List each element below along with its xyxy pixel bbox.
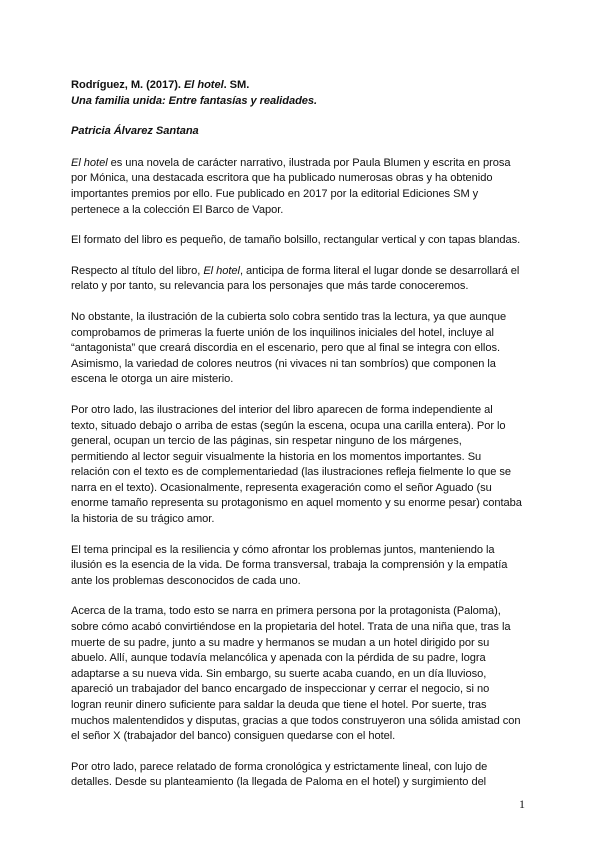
reference-book-title: El hotel <box>183 79 224 91</box>
paragraph-structure <box>71 760 533 791</box>
text-line: Por otro lado, las ilustraciones del interior del libro aparecen de forma independiente al <box>71 403 493 416</box>
text-line: escena le otorga un aire misterio. <box>71 373 234 386</box>
text-line: importantes premios por ello. Fue publicado en 2017 por la editorial Ediciones SM y <box>71 187 479 200</box>
text-line: logran reunir dinero suficiente para saldar la deuda que tiene el hotel. Por suerte, tras <box>71 699 487 711</box>
text-line: muerte de su padre, junto a su madre y hermanos se mudan a un hotel dirigido por su <box>71 636 490 649</box>
text-line: sobre cómo acabó convirtiéndose en la propietaria del hotel. Trata de una niña que, tras la <box>71 621 511 634</box>
paragraph-format <box>71 233 533 249</box>
review-body <box>71 78 533 791</box>
text-line: es una novela de carácter narrativo, ilustrada por Paula Blumen y escrita en prosa <box>107 156 511 169</box>
text-line: El tema principal es la resiliencia y cómo afrontar los problemas juntos, manteniendo la <box>71 543 495 556</box>
page-number: 1 <box>519 797 525 811</box>
paragraph-theme <box>71 543 533 590</box>
text-line: permitiendo al lector seguir visualmente la historia en los momentos importantes. Su <box>71 450 482 463</box>
reference-author-year: Rodríguez, M. (2017). <box>71 79 184 91</box>
book-title-inline: El hotel <box>203 264 240 277</box>
text-line: la historia de su trágico amor. <box>71 513 215 526</box>
text-line: narra en el texto). Ocasionalmente, representa exageración como el señor Aguado (su <box>71 481 492 494</box>
text-line: Por otro lado, parece relatado de forma cronológica y estrictamente lineal, con lujo de <box>71 760 488 773</box>
reference-publisher: . SM. <box>223 79 250 91</box>
paragraph-title <box>71 264 533 295</box>
text-line: relato y por tanto, su relevancia para los personajes que más tarde conoceremos. <box>71 280 469 293</box>
text-line: , anticipa de forma literal el lugar donde se desarrollará el <box>239 264 520 277</box>
text-line: relación con el texto es de complementariedad (las ilustraciones refleja fielmente lo que se <box>71 466 512 479</box>
review-author: Patricia Álvarez Santana <box>71 125 199 138</box>
paragraph-cover <box>71 310 533 388</box>
text-line: ilusión es la esencia de la vida. De forma transversal, trabaja la comprensión y la empatía <box>71 559 508 572</box>
text-line: por Mónica, una destacada escritora que ha publicado numerosas obras y ha obtenido <box>71 172 493 185</box>
text-line: apareció un trabajador del banco encargado de inspeccionar y cerrar el negocio, si no <box>71 683 490 696</box>
paragraph-intro <box>71 156 533 218</box>
text-line: muchos malentendidos y disputas, gracias a que todos construyeron una sólida amistad con <box>71 714 521 727</box>
text-line: ante los problemas desconocidos de cada uno. <box>71 574 301 587</box>
text-line: Acerca de la trama, todo esto se narra en primera persona por la protagonista (Paloma), <box>71 605 501 618</box>
text-line: general, ocupan un tercio de las páginas, sin respetar ninguno de los márgenes, <box>71 435 462 448</box>
text-line: comprobamos de primeras la fuerte unión de los inquilinos iniciales del hotel, incluye al <box>71 326 494 339</box>
text-line: Asimismo, la variedad de colores neutros (ni vivaces ni tan sombríos) que componen la <box>71 357 496 370</box>
text-line: abuelo. Allí, aunque todavía melancólica y apenada con la pérdida de su padre, logra <box>71 652 486 665</box>
text-line: el señor X (trabajador del banco) consiguen quedarse con el hotel. <box>71 730 396 743</box>
text-line: pertenece a la colección El Barco de Vapor. <box>71 203 284 216</box>
text-line: detalles. Desde su planteamiento (la llegada de Paloma en el hotel) y surgimiento del <box>71 776 487 789</box>
text-line: Respecto al título del libro, <box>71 264 204 277</box>
text-line: “antagonista” que creará discordia en el escenario, pero que al final se integra con ellos. <box>71 342 500 355</box>
reference-line <box>71 78 533 94</box>
review-subtitle: Una familia unida: Entre fantasías y realidades. <box>71 94 318 107</box>
text-line: texto, situado debajo o arriba de estas (según la escena, ocupa una carilla entera). Por lo <box>71 419 506 432</box>
paragraph-illustrations <box>71 403 533 528</box>
text-line: El formato del libro es pequeño, de tamaño bolsillo, rectangular vertical y con tapas blandas. <box>71 234 521 247</box>
paragraph-plot <box>71 604 533 744</box>
text-line: No obstante, la ilustración de la cubierta solo cobra sentido tras la lectura, ya que aunque <box>71 310 507 323</box>
book-title-inline: El hotel <box>71 156 108 169</box>
text-line: enorme tamaño representa su protagonismo en aquel momento y su enorme pesar) contaba <box>71 497 522 510</box>
text-line: adaptarse a su nueva vida. Sin embargo, su suerte acaba cuando, en un día lluvioso, <box>71 667 487 680</box>
